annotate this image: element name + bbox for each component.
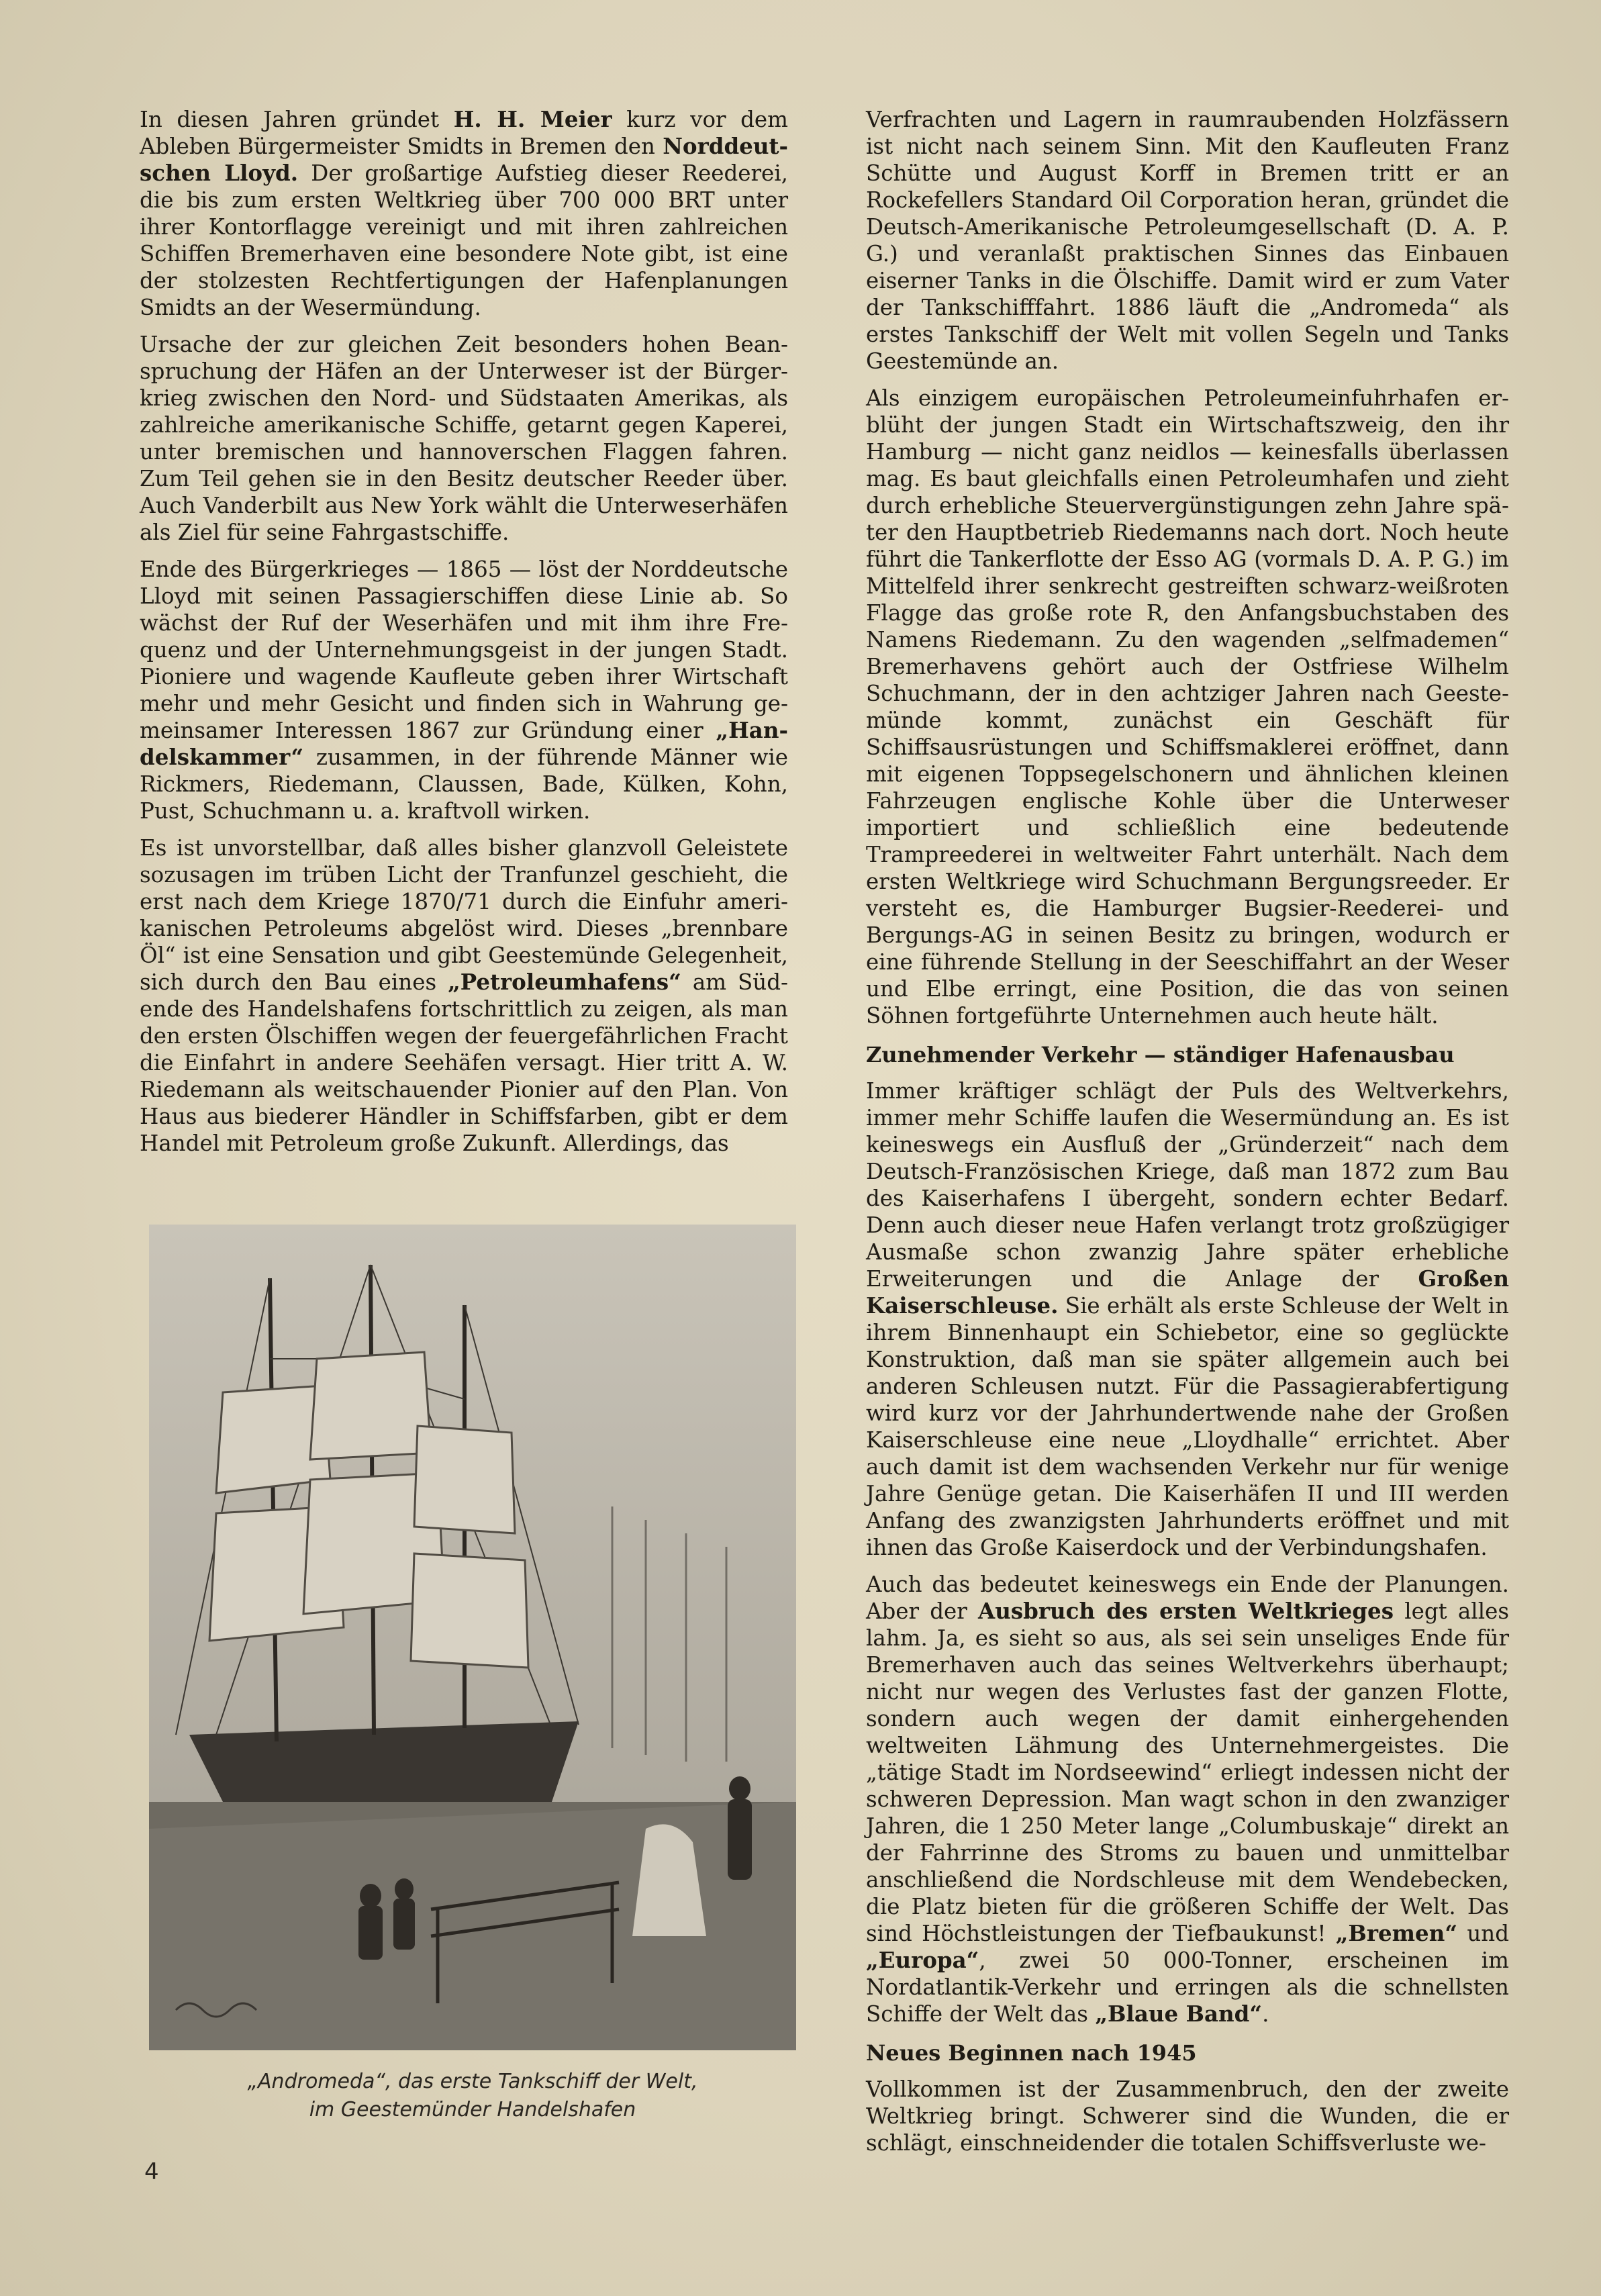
text-run: kurz vor dem Ableben Bürgermeister Smidts in Bremen den	[140, 107, 788, 159]
andromeda-illustration	[149, 1225, 796, 2050]
bold-term: „Handelskammer“	[140, 717, 788, 770]
text-run: Der großartige Aufstieg dieser Reederei, die bis zum ersten Weltkrieg über 700 000 BRT unter ihrer Kontorflagge vereinigt und mit ihren zahlreichen Schiffen Bremerhaven eine besondere Note gibt, ist eine der stolzesten Rechtfertigungen der Hafenplanungen Smidts an der Wesermündung.	[140, 160, 789, 320]
paragraph	[866, 2076, 1509, 2156]
bold-term: Großen Kaiserschleuse.	[866, 1265, 1509, 1319]
paragraph	[140, 331, 788, 546]
text-run: am Südende des Handelshafens fortschrittlich zu zeigen, als man den ersten Ölschiffen wegen der feuergefährlichen Fracht die Einfahrt in andere Seehäfen versagt. Hier tritt A. W. Riedemann als weitschauender Pionier auf den Plan. Von Haus aus biederer Händler in Schiffsfarben, gibt er dem Handel mit Petroleum große Zukunft. Allerdings, das	[140, 969, 788, 1156]
text-run: Verfrachten und Lagern in raumraubenden Holzfässern ist nicht nach seinem Sinn. Mit den Kaufleuten Franz Schütte und August Korff in Bremen tritt er an Rockefellers Standard Oil Corporation heran, gründet die Deutsch-Amerikanische Petroleumgesellschaft (D. A. P. G.) und veranlaßt praktischen Sinnes das Einbauen eiserner Tanks in die Ölschiffe. Damit wird er zum Vater der Tankschifffahrt. 1886 läuft die „Andromeda“ als erstes Tankschiff der Welt mit vollen Segeln und Tanks Geestemünde an.	[866, 107, 1509, 374]
text-run: Ende des Bürgerkrieges — 1865 — löst der Norddeutsche Lloyd mit seinen Passagierschiffen diese Linie ab. So wächst der Ruf der Weserhäfen und mit ihm ihre Frequenz und der Unternehmungsgeist in der jungen Stadt. Pioniere und wagende Kaufleute geben ihrer Wirtschaft mehr und mehr Gesicht und finden sich in Wahrung gemeinsamer Interessen 1867 zur Gründung einer	[140, 557, 788, 743]
bold-term: „Blaue Band“	[1095, 2001, 1263, 2027]
page-number: 4	[144, 2158, 159, 2185]
bold-term: H. H. Meier	[453, 106, 612, 132]
paragraph	[866, 106, 1509, 375]
section-heading: Neues Beginnen nach 1945	[866, 2040, 1197, 2066]
bold-term: „Bremen“	[1335, 1920, 1458, 1946]
bold-term: Norddeutschen Lloyd.	[140, 133, 788, 186]
text-run: Vollkommen ist der Zusammenbruch, den der zweite Weltkrieg bringt. Schwerer sind die Wunden, die er schlägt, einschneidender die totalen Schiffsverluste we-	[866, 2076, 1509, 2156]
text-run: .	[1262, 2001, 1269, 2027]
text-run: zusammen, in der führende Männer wie Rickmers, Riedemann, Claussen, Bade, Külken, Kohn, Pust, Schuchmann u. a. kraftvoll wirken.	[140, 745, 788, 824]
text-run: und	[1457, 1921, 1509, 1946]
bold-term: Ausbruch des ersten Weltkrieges	[978, 1598, 1394, 1624]
text-run: Immer kräftiger schlägt der Puls des Weltverkehrs, immer mehr Schiffe laufen die Wesermündung an. Es ist keineswegs ein Ausfluß der „Gründerzeit“ nach dem Deutsch-Französischen Kriege, daß man 1872 zum Bau des Kaiserhafens I übergeht, sondern echter Bedarf. Denn auch dieser neue Hafen verlangt trotz großzügiger Ausmaße schon zwanzig Jahre später erhebliche Erweiterungen und die Anlage der	[866, 1078, 1509, 1292]
caption-line-1: „Andromeda“, das erste Tankschiff der Welt,	[247, 2070, 698, 2093]
text-run: Es ist unvorstellbar, daß alles bisher glanzvoll Geleistete sozusagen im trüben Licht der Tranfunzel geschieht, die erst nach dem Kriege 1870/71 durch die Einfuhr amerikanischen Petroleums abgelöst wird. Dieses „brennbare Öl“ ist eine Sensation und gibt Geestemünde Gelegenheit, sich durch den Bau eines	[140, 835, 788, 995]
text-column-left	[140, 106, 788, 1167]
figure-caption	[149, 2068, 796, 2124]
caption-line-2: im Geestemünder Handelshafen	[309, 2098, 636, 2121]
text-column-right	[866, 106, 1509, 2166]
text-run: , zwei 50 000-Tonner, erscheinen im Nordatlantik-Verkehr und erringen als die schnellsten Schiffe der Welt das	[866, 1948, 1509, 2027]
text-run: In diesen Jahren gründet	[140, 107, 454, 132]
bold-term: „Europa“	[866, 1947, 979, 1973]
paragraph	[140, 106, 788, 321]
text-run: Auch das bedeutet keineswegs ein Ende der Planungen. Aber der	[866, 1572, 1509, 1624]
paragraph	[140, 556, 788, 824]
bold-term: „Petroleumhafens“	[448, 969, 681, 995]
paragraph	[866, 1078, 1509, 1561]
text-run: Ursache der zur gleichen Zeit besonders hohen Beanspruchung der Häfen an der Unterweser ist der Bürgerkrieg zwischen den Nord- und Südstaaten Amerikas, als zahlreiche amerikanische Schiffe, getarnt gegen Kaperei, unter bremischen und hannoverschen Flaggen fahren. Zum Teil gehen sie in den Besitz deutscher Reeder über. Auch Vanderbilt aus New York wählt die Unterweserhäfen als Ziel für seine Fahrgastschiffe.	[140, 332, 788, 545]
text-run: Als einzigem europäischen Petroleumeinfuhrhafen erblüht der jungen Stadt ein Wirtschaftszweig, den ihr Hamburg — nicht ganz neidlos — keinesfalls überlassen mag. Es baut gleichfalls einen Petroleumhafen und zieht durch erhebliche Steuervergünstigungen zehn Jahre später den Hauptbetrieb Riedemanns nach dort. Noch heute führt die Tankerflotte der Esso AG (vormals D. A. P. G.) im Mittelfeld ihrer senkrecht gestreiften schwarz-weißroten Flagge das große rote R, den Anfangsbuchstaben des Namens Riedemann. Zu den wagenden „selfmademen“ Bremerhavens gehört auch der Ostfriese Wilhelm Schuchmann, der in den achtziger Jahren nach Geestemünde kommt, zunächst ein Geschäft für Schiffsausrüstungen und Schiffsmaklerei eröffnet, dann mit eigenen Toppsegelschonern und ähnlichen kleinen Fahrzeugen englische Kohle über die Unterweser importiert und schließlich eine bedeutende Trampreederei in weltweiter Fahrt unterhält. Nach dem ersten Weltkriege wird Schuchmann Bergungsreeder. Er versteht es, die Hamburger Bugsier-Reederei- und Bergungs-AG in seinen Besitz zu bringen, wodurch er eine führende Stellung in der Seeschiffahrt an der Weser und Elbe erringt, eine Position, die das von seinen Söhnen fortgeführte Unternehmen auch heute hält.	[866, 385, 1509, 1029]
paragraph	[140, 834, 788, 1157]
paragraph	[866, 385, 1509, 1029]
text-run: legt alles lahm. Ja, es sieht so aus, als sei sein unseliges Ende für Bremerhaven auch das seines Weltverkehrs überhaupt; nicht nur wegen des Verlustes fast der ganzen Flotte, sondern auch wegen der damit einhergehenden weltweiten Lähmung des Unternehmergeistes. Die „tätige Stadt im Nordseewind“ erliegt indessen nicht der schweren Depression. Man wagt schon in den zwanziger Jahren, die 1 250 Meter lange „Columbuskaje“ direkt an der Fahrrinne des Stroms zu bauen und unmittelbar anschließend die Nordschleuse mit dem Wendebecken, die Platz bieten für die größeren Schiffe der Welt. Das sind Höchstleistungen der Tiefbaukunst!	[866, 1598, 1509, 1946]
text-run: Sie erhält als erste Schleuse der Welt in ihrem Binnenhaupt ein Schiebetor, eine so geglückte Konstruktion, daß man sie später allgemein auch bei anderen Schleusen nutzt. Für die Passagierabfertigung wird kurz vor der Jahrhundertwende nahe der Großen Kaiserschleuse eine neue „Lloydhalle“ errichtet. Aber auch damit ist dem wachsenden Verkehr nur für wenige Jahre Genüge getan. Die Kaiserhäfen II und III werden Anfang des zwanzigsten Jahrhunderts eröffnet und mit ihnen das Große Kaiserdock und der Verbindungshafen.	[866, 1293, 1509, 1560]
section-heading: Zunehmender Verkehr — ständiger Hafenausbau	[866, 1042, 1455, 1067]
paragraph	[866, 1571, 1509, 2027]
